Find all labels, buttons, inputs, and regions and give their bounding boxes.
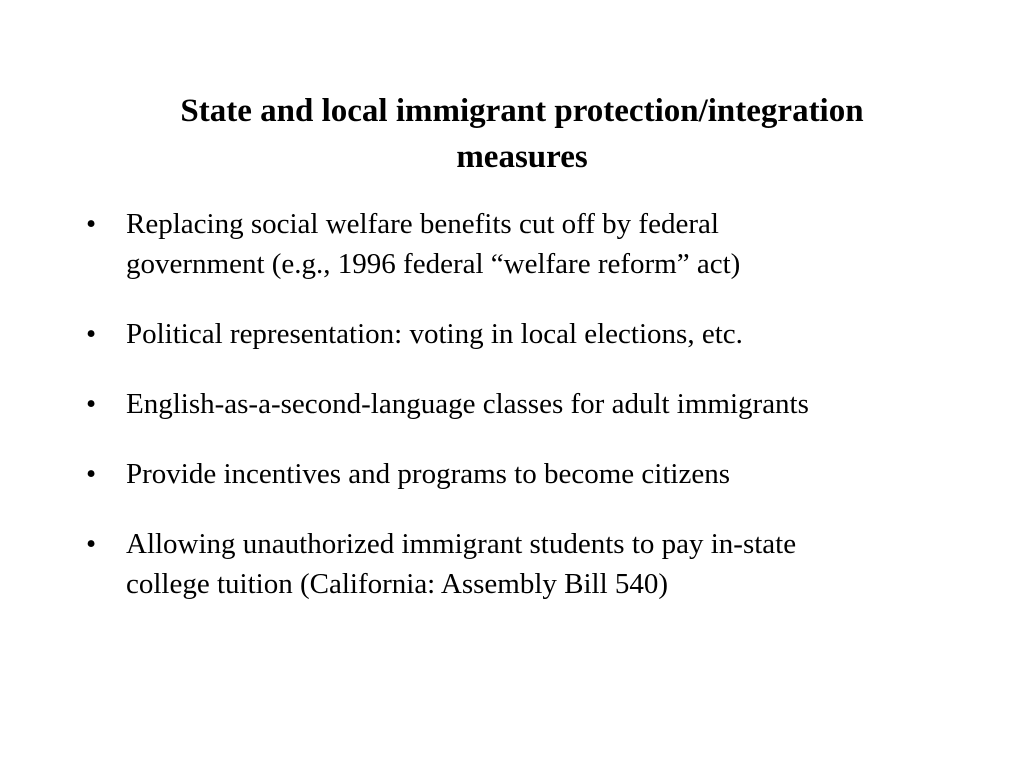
bullet-text-line-1: Political representation: voting in local elections, etc. [126,318,743,350]
bullet-marker: • [86,208,97,240]
bullet-text-line-1: English-as-a-second-language classes for adult immigrants [126,388,809,420]
bullet-item-citizenship-incentives [86,454,966,494]
bullet-item-in-state-tuition [86,524,966,604]
bullet-text-line-1: Provide incentives and programs to become citizens [126,458,730,490]
bullet-item-political-representation [86,314,966,354]
bullet-list [86,204,966,634]
bullet-marker: • [86,458,97,490]
slide-title-line-1: State and local immigrant protection/integration [180,93,864,129]
bullet-marker: • [86,528,97,560]
bullet-marker: • [86,318,97,350]
bullet-item-esl-classes [86,384,966,424]
slide-title-line-2: measures [456,139,588,175]
slide-title [60,88,984,180]
bullet-marker: • [86,388,97,420]
bullet-text-line-1: Allowing unauthorized immigrant students to pay in-state [126,528,797,560]
bullet-item-welfare-benefits [86,204,966,284]
bullet-text-line-2: college tuition (California: Assembly Bill 540) [126,568,669,600]
bullet-text-line-1: Replacing social welfare benefits cut off by federal [126,208,719,240]
bullet-text-line-2: government (e.g., 1996 federal “welfare reform” act) [126,248,741,280]
